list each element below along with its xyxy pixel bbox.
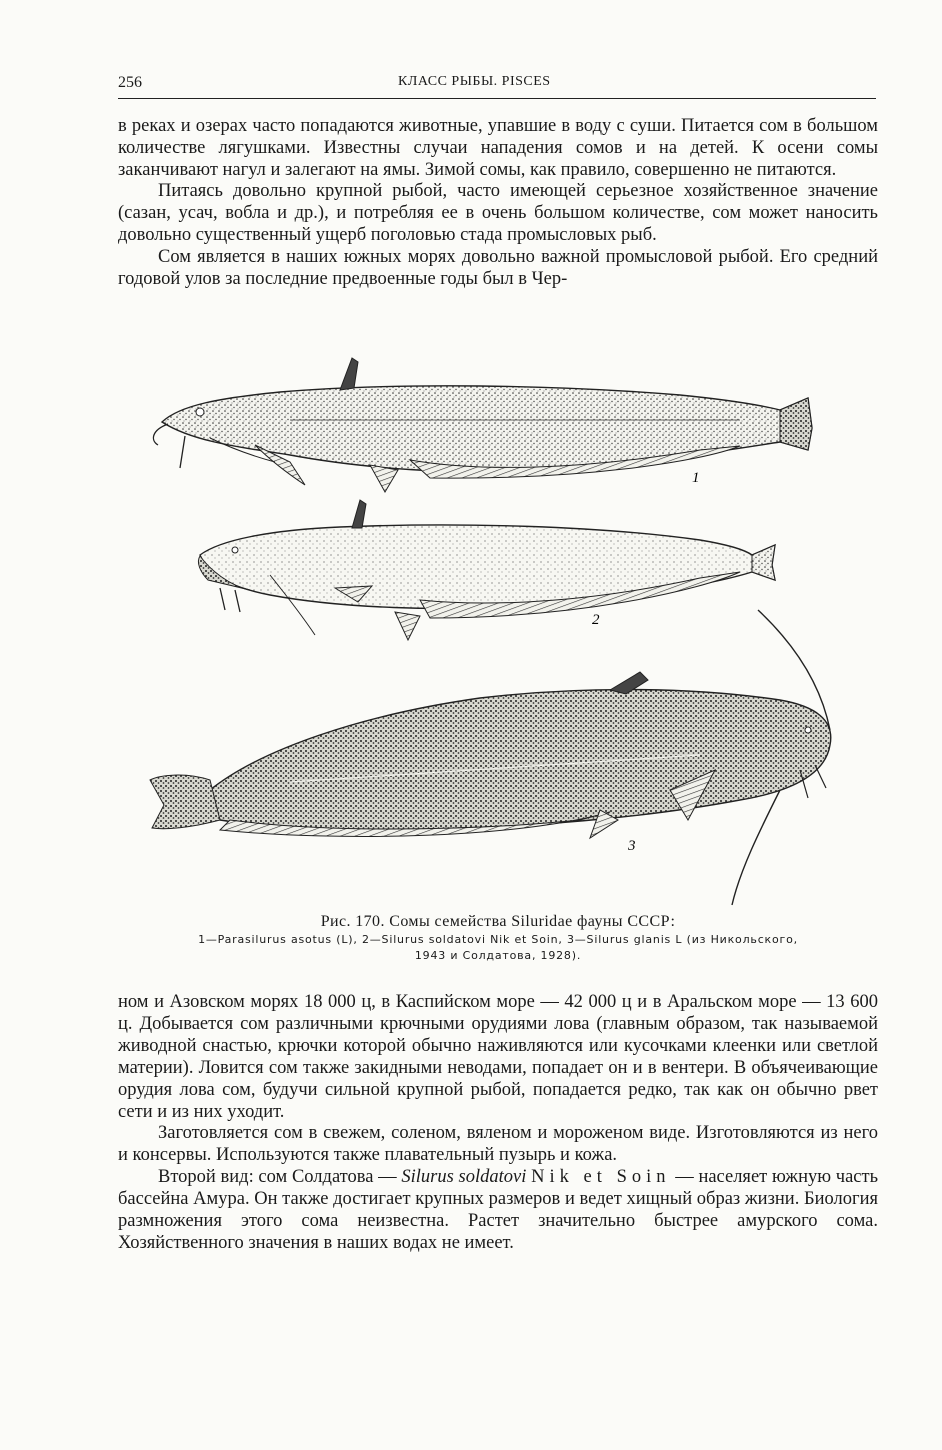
paragraph-5: Заготовляется сом в свежем, соленом, вяленом и мороженом виде. Изготовляются из него и консервы. Используются также плавательный пузырь и кожа. [118, 1123, 878, 1166]
figure-caption-title: Рис. 170. Сомы семейства Siluridae фауны СССР: [320, 913, 676, 930]
page-number: 256 [118, 74, 142, 91]
page-header [118, 72, 876, 99]
fish-label-3: 3 [628, 838, 636, 854]
running-title: КЛАСС РЫБЫ. PISCES [398, 74, 551, 89]
catfish-illustration [140, 350, 860, 915]
paragraph-6-start: Второй вид: сом Солдатова — [158, 1167, 402, 1188]
fish-label-2: 2 [592, 612, 600, 628]
paragraph-6 [118, 1167, 878, 1255]
paragraph-3: Сом является в наших южных морях довольно важной промысловой рыбой. Его средний годовой улов за последние предвоенные годы был в Чер- [118, 246, 878, 289]
paragraph-2: Питаясь довольно крупной рыбой, часто имеющей серьезное хозяйственное значение (сазан, усач, вобла и др.), и потребляя ее в очень большом количестве, сом может наносить довольно существенный ущерб поголовью стада промысловых рыб. [118, 181, 878, 245]
figure-caption-line-2: 1943 и Солдатова, 1928). [414, 949, 582, 962]
fish-3-silurus-glanis [150, 610, 831, 905]
species-name: Silurus soldatovi [401, 1167, 527, 1188]
species-authors: Nik et Soin [531, 1167, 671, 1188]
fish-2-silurus-soldatovi [198, 500, 775, 640]
paragraph-1: в реках и озерах часто попадаются животные, упавшие в воду с суши. Питается сом в большом количестве лягушками. Известны случаи нападения сомов и на детей. К осени сомы заканчивают нагул и залегают на ямы. Зимой сомы, как правило, совершенно не питаются. [118, 116, 878, 180]
fish-label-1: 1 [692, 470, 700, 486]
figure-caption-line-1: 1—Parasilurus asotus (L), 2—Silurus soldatovi Nik et Soin, 3—Silurus glanis L (из Никольского, [198, 933, 798, 946]
paragraph-6-rest: — населяет южную часть бассейна Амура. Он также достигает крупных размеров и ведет хищный образ жизни. Биология размножения этого сома неизвестна. Растет значительно быстрее амурского сома. Хозяйственного значения в наших водах не имеет. [118, 1167, 879, 1253]
figure-caption [118, 913, 878, 963]
top-text [118, 116, 878, 290]
paragraph-4: ном и Азовском морях 18 000 ц, в Каспийском море — 42 000 ц и в Аральском море — 13 600 ц. Добывается сом различными крючными орудиями лова (главным образом, так называемой живодной снастью, крючки которой обычно наживляются или кусочками клеенки или светлой материи). Ловится сом также закидными неводами, попадает он и в вентери. В объячеивающие орудия лова сом, будучи сильной крупной рыбой, попадается редко, так как он обычно рвет сети и из них уходит. [118, 992, 878, 1122]
fish-1-parasilurus [153, 358, 812, 492]
bottom-text [118, 992, 878, 1255]
